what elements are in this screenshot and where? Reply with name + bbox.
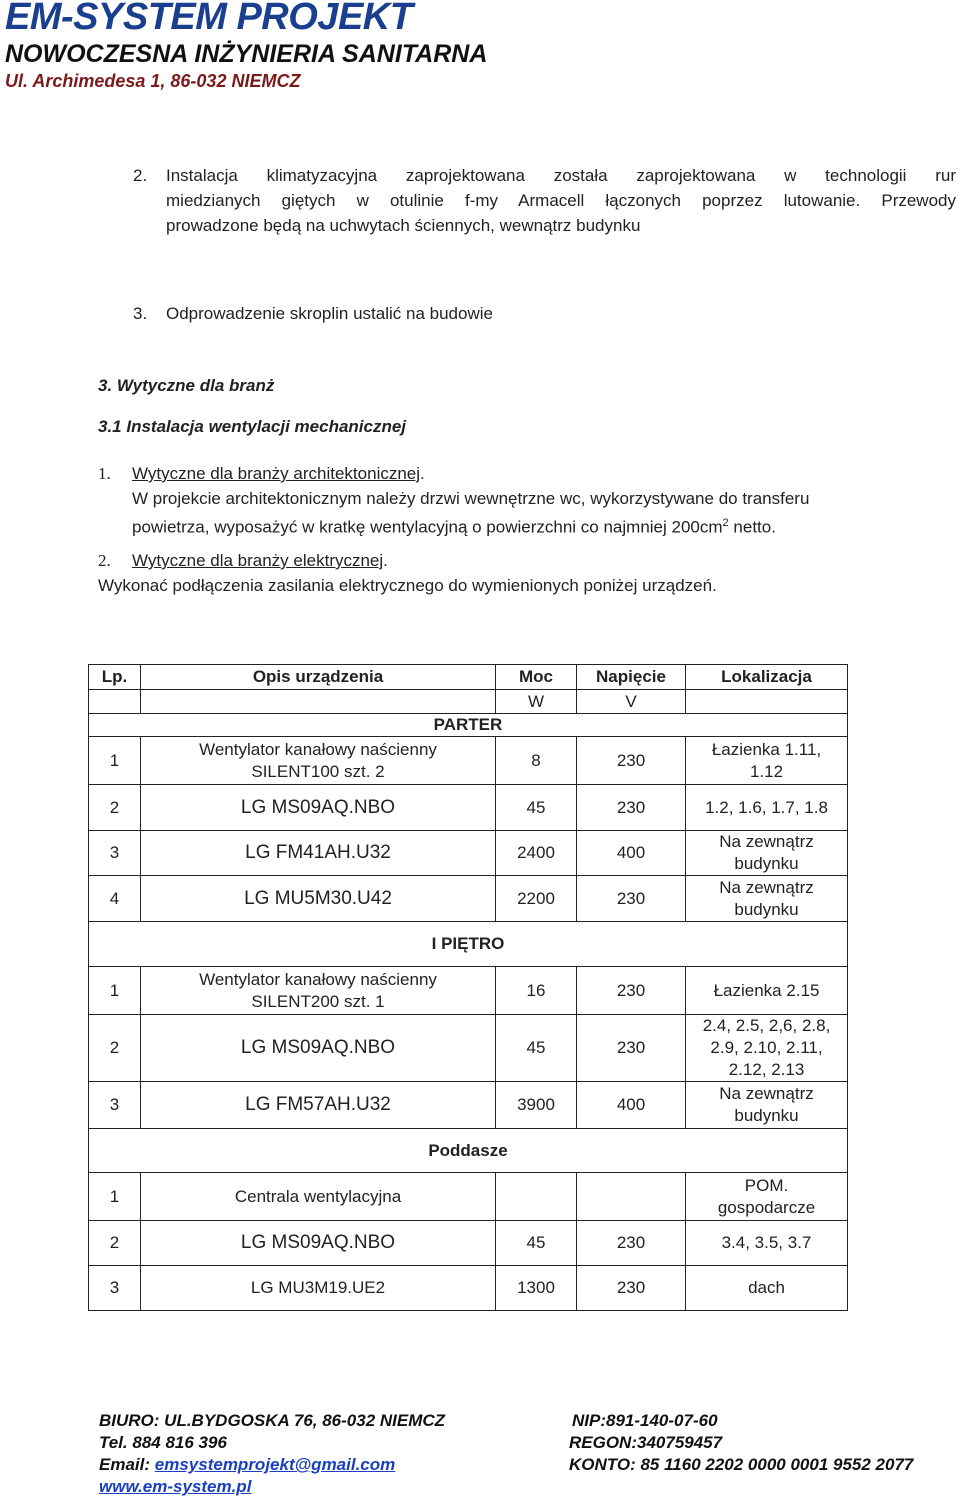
table-header: Lp.: [89, 665, 141, 690]
footer-office-address: BIURO: UL.BYDGOSKA 76, 86-032 NIEMCZ: [99, 1411, 446, 1430]
footer-email-line: Email: emsystemprojekt@gmail.com: [99, 1455, 396, 1474]
table-section-row: [89, 1129, 848, 1173]
list-item-number: 2.: [133, 166, 148, 185]
section-label: Poddasze: [89, 1129, 848, 1173]
table-header: Moc: [496, 665, 577, 690]
table-row: 3 LG MU3M19.UE2 1300 230 dach: [89, 1266, 848, 1311]
paragraph-line: Instalacja klimatyzacyjna zaprojektowana została zaprojektowana w technologii rur: [166, 166, 956, 185]
table-row: 1 Wentylator kanałowy naścienny SILENT100 szt. 2 8 230 Łazienka 1.11, 1.12: [89, 737, 848, 785]
footer-bank-account: KONTO: 85 1160 2202 0000 0001 9552 2077: [569, 1455, 914, 1474]
unit-label: V: [577, 690, 686, 714]
list-item-number: 1.: [98, 464, 111, 483]
table-row: 4 LG MU5M30.U42 2200 230 Na zewnątrz budynku: [89, 876, 848, 922]
table-row: 1 Centrala wentylacyjna POM. gospodarcze: [89, 1173, 848, 1221]
subsection-heading: 3.1 Instalacja wentylacji mechanicznej: [98, 417, 407, 436]
table-row: 1 Wentylator kanałowy naścienny SILENT200 szt. 1 16 230 Łazienka 2.15: [89, 967, 848, 1015]
paragraph-line: W projekcie architektonicznym należy drzwi wewnętrzne wc, wykorzystywane do transferu: [132, 489, 810, 508]
table-header: Lokalizacja: [686, 665, 848, 690]
paragraph-line: Wykonać podłączenia zasilania elektrycznego do wymienionych poniżej urządzeń.: [98, 576, 717, 595]
table-section-row: [89, 714, 848, 737]
equipment-table: [88, 664, 848, 1311]
company-tagline: NOWOCZESNA INŻYNIERIA SANITARNA: [5, 40, 488, 68]
table-row: 2 LG MS09AQ.NBO 45 230 1.2, 1.6, 1.7, 1.8: [89, 785, 848, 831]
table-header-row: [89, 665, 848, 690]
table-section-row: [89, 922, 848, 967]
guideline-title: Wytyczne dla branży architektonicznej: [132, 464, 421, 483]
section-label: PARTER: [89, 714, 848, 737]
paragraph-line: prowadzone będą na uchwytach ściennych, wewnątrz budynku: [166, 216, 641, 235]
paragraph-line: powietrza, wyposażyć w kratkę wentylacyjną o powierzchni co najmniej $200cm^2$ netto.: [132, 517, 776, 537]
list-item-number: 3.: [133, 304, 148, 323]
table-row: 2 LG MS09AQ.NBO 45 230 2.4, 2.5, 2,6, 2.8, 2.9, 2.10, 2.11, 2.12, 2.13: [89, 1015, 848, 1082]
table-row: 3 LG FM41AH.U32 2400 400 Na zewnątrz budynku: [89, 831, 848, 876]
section-heading: 3. Wytyczne dla branż: [98, 376, 275, 395]
section-label: I PIĘTRO: [89, 922, 848, 967]
table-header: Napięcie: [577, 665, 686, 690]
email-link[interactable]: emsystemprojekt@gmail.com: [154, 1455, 396, 1474]
footer-regon: REGON:340759457: [569, 1433, 723, 1452]
table-units-row: [89, 690, 848, 714]
table-row: 3 LG FM57AH.U32 3900 400 Na zewnątrz budynku: [89, 1082, 848, 1129]
paragraph-line: miedzianych giętych w otulinie f-my Armacell łączonych poprzez lutowanie. Przewody: [166, 191, 956, 210]
guideline-title: Wytyczne dla branży elektrycznej: [132, 551, 384, 570]
company-address: Ul. Archimedesa 1, 86-032 NIEMCZ: [5, 71, 301, 91]
paragraph-line: Odprowadzenie skroplin ustalić na budowie: [166, 304, 493, 323]
company-logo-text: EM-SYSTEM PROJEKT: [5, 0, 413, 38]
website-link[interactable]: www.em-system.pl: [99, 1477, 252, 1496]
table-row: 2 LG MS09AQ.NBO 45 230 3.4, 3.5, 3.7: [89, 1221, 848, 1266]
list-item-number: 2.: [98, 551, 111, 570]
unit-label: W: [496, 690, 577, 714]
footer-phone: Tel. 884 816 396: [99, 1433, 227, 1452]
footer-nip: NIP:891-140-07-60: [572, 1411, 718, 1430]
table-header: Opis urządzenia: [141, 665, 496, 690]
